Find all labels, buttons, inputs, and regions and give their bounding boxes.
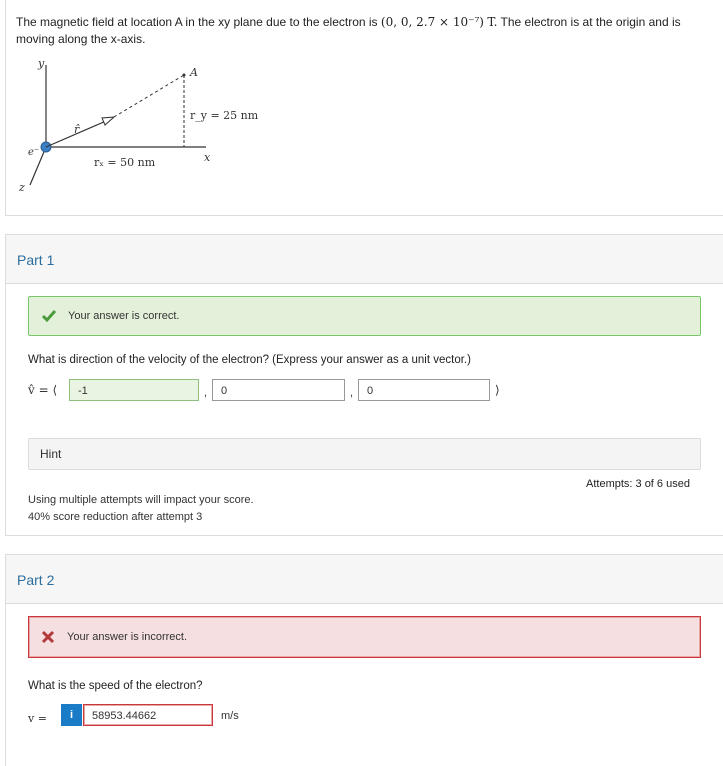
vx-input[interactable]: -1: [69, 379, 199, 401]
speed-unit: m/s: [221, 710, 239, 722]
question-tail: The electron is at the origin and is moving along the x-axis.: [16, 15, 681, 46]
rx-label: rₓ = 50 nm: [94, 156, 156, 169]
part1-panel: [6, 283, 723, 535]
part1-title: Part 1: [17, 252, 55, 268]
electron-label: e⁻: [28, 147, 40, 158]
info-button[interactable]: [61, 704, 82, 726]
penalty-line-1: Using multiple attempts will impact your score.: [28, 494, 254, 506]
z-axis-label: z: [19, 181, 25, 194]
part2-question: What is the speed of the electron?: [28, 680, 203, 692]
hint-label: Hint: [40, 447, 62, 461]
point-a: [183, 74, 186, 77]
point-a-label: A: [190, 66, 198, 79]
y-axis-label: y: [38, 57, 45, 70]
part1-card: [5, 234, 723, 536]
ry-label: r_y = 25 nm: [190, 109, 259, 122]
incorrect-text: Your answer is incorrect.: [67, 631, 188, 643]
incorrect-alert: [28, 616, 701, 658]
penalty-line-2: 40% score reduction after attempt 3: [28, 511, 203, 523]
r-hat-label: r̂: [74, 123, 80, 136]
correct-alert: [28, 296, 701, 336]
v-hat-label: v̂ = ⟨: [28, 383, 58, 397]
cross-icon: [41, 630, 55, 644]
speed-input[interactable]: 58953.44662: [83, 704, 213, 726]
check-icon: [41, 309, 57, 323]
attempts-text: Attempts: 3 of 6 used: [586, 478, 690, 490]
part2-panel: [6, 603, 723, 766]
vy-input[interactable]: 0: [212, 379, 345, 401]
question-text: [16, 14, 716, 48]
x-axis-label: x: [204, 151, 211, 164]
question-card: [5, 0, 723, 216]
field-unit: T.: [487, 15, 498, 29]
comma-1: ,: [204, 387, 208, 399]
correct-text: Your answer is correct.: [68, 310, 180, 322]
electron-field-diagram: [6, 55, 266, 215]
info-icon: i: [69, 709, 74, 721]
v-label: v =: [28, 712, 47, 725]
comma-2: ,: [350, 387, 354, 399]
question-intro: The magnetic field at location A in the xy plane due to the electron is: [16, 15, 378, 29]
hint-button[interactable]: [28, 438, 701, 470]
vz-input[interactable]: 0: [358, 379, 490, 401]
part1-question: What is direction of the velocity of the electron? (Express your answer as a unit vector.): [28, 354, 471, 366]
part2-title: Part 2: [17, 572, 55, 588]
part2-card: [5, 554, 723, 766]
field-vector: (0, 0, 2.7 × 10⁻⁷): [380, 15, 484, 29]
close-bracket: ⟩: [495, 383, 500, 397]
